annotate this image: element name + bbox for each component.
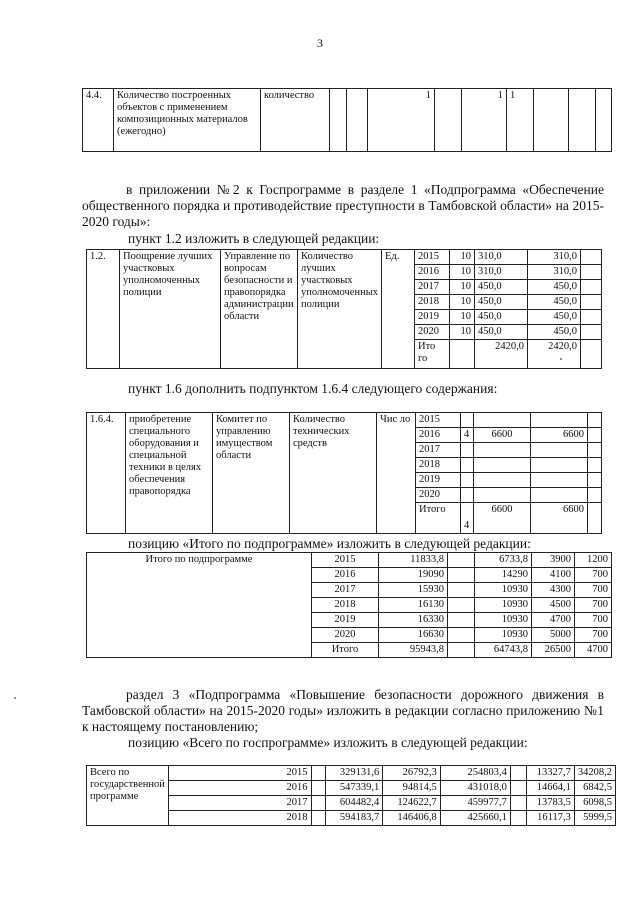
punkt-1-6-heading: пункт 1.6 дополнить подпунктом 1.6.4 следующего содержания:	[128, 381, 498, 396]
unit-cell: Чис ло	[377, 413, 416, 534]
table-row: Ито го 2420,0 2420,0	[87, 340, 602, 369]
table-4-4	[82, 88, 612, 152]
vsego-label: Всего по государственной программе	[87, 766, 169, 826]
table-row: 1.2. Поощрение лучших участковых уполномоченных полиции Управление по вопросам безопасности и правопорядка администрации области Количество лучших участковых уполномоченных полиции Ед. 2015 10 310,0 310,0	[87, 250, 602, 265]
table-1-2	[86, 249, 602, 369]
table-row: 2016 4 6600 6600	[87, 428, 602, 443]
row-number: 1.6.4.	[87, 413, 126, 534]
table-row: 1.6.4. приобретение специального оборудования и специальной техники в целях обеспечения правопорядка Комитет по управлению имуществом области Количество технических средств Чис ло 2015	[87, 413, 602, 428]
row-number: 4.4.	[83, 89, 114, 152]
row-number: 1.2.	[87, 250, 120, 369]
executor: Комитет по управлению имуществом области	[213, 413, 290, 534]
measure-name: Поощрение лучших участковых уполномоченных полиции	[120, 250, 221, 369]
table-row-total: Итого 95943,8 64743,8 26500 4700	[87, 643, 612, 658]
value-cell: 1	[368, 89, 435, 152]
table-row: 2020	[87, 488, 602, 503]
total-label: Ито го	[414, 340, 449, 369]
poz-itogo-heading: позицию «Итого по подпрограмме» изложить в следующей редакции:	[128, 536, 531, 551]
value-cell: 1	[462, 89, 507, 152]
scan-speck	[14, 697, 16, 699]
unit-cell: Ед.	[381, 250, 414, 369]
table-row: 2018 594183,7 146406,8 425660,1 16117,3 5999,5	[87, 811, 616, 826]
table-row: 2016 19090 14290 4100 700	[87, 568, 612, 583]
year-cell: 2015	[414, 250, 449, 265]
scan-speck	[560, 358, 562, 360]
table-row: 2020 16630 10930 5000 700	[87, 628, 612, 643]
table-row: 2020 10 450,0 450,0	[87, 325, 602, 340]
page-number: 3	[317, 36, 323, 50]
poz-vsego-heading: позицию «Всего по госпрограмме» изложить в следующей редакции:	[128, 735, 528, 750]
table-row: Всего по государственной программе 2015 329131,6 26792,3 254803,4 13327,7 34208,2	[87, 766, 616, 781]
paragraph-razdel-3: раздел 3 «Подпрограмма «Повышение безопасности дорожного движения в Тамбовской области» на 2015-2020 годы» изложить в редакции согласно приложению №1 к настоящему постановлению;	[82, 687, 604, 734]
paragraph-razdel-1: в приложении №2 к Госпрограмме в разделе 1 «Подпрограмма «Обеспечение общественного порядка и противодействие преступности в Тамбовской области» на 2015-2020 годы»:	[82, 182, 604, 229]
table-row: 2016 547339,1 94814,5 431018,0 14664,1 6842,5	[87, 781, 616, 796]
punkt-1-2-heading: пункт 1.2 изложить в следующей редакции:	[128, 231, 380, 246]
table-row: Итого 4 6600 6600	[87, 503, 602, 534]
table-row: 2019 10 450,0 450,0	[87, 310, 602, 325]
table-row: 2017 604482,4 124622,7 459977,7 13783,5 6098,5	[87, 796, 616, 811]
table-1-6-4	[86, 412, 602, 534]
measure-name: приобретение специального оборудования и специальной техники в целях обеспечения правопорядка	[126, 413, 213, 534]
table-row: 2017 10 450,0 450,0	[87, 280, 602, 295]
table-row: 2018	[87, 458, 602, 473]
table-row: 2016 10 310,0 310,0	[87, 265, 602, 280]
indicator: Количество технических средств	[290, 413, 377, 534]
table-row: 2019 16330 10930 4700 700	[87, 613, 612, 628]
table-row: 2017 15930 10930 4300 700	[87, 583, 612, 598]
indicator: Количество лучших участковых уполномоченных полиции	[298, 250, 382, 369]
table-row: 2019	[87, 473, 602, 488]
table-row: Итого по подпрограмме 2015 11833,8 6733,8 3900 1200	[87, 553, 612, 568]
unit-cell: количество	[261, 89, 330, 152]
executor: Управление по вопросам безопасности и правопорядка администрации области	[221, 250, 298, 369]
table-row: 2018 10 450,0 450,0	[87, 295, 602, 310]
total-label: Итого	[416, 503, 461, 534]
indicator-name: Количество построенных объектов с применением композиционных материалов (ежегодно)	[114, 89, 261, 152]
table-vsego-po-gosprogramme	[86, 765, 616, 826]
table-row: 2018 16130 10930 4500 700	[87, 598, 612, 613]
value-cell: 1	[507, 89, 534, 152]
itogo-label: Итого по подпрограмме	[87, 553, 312, 658]
table-row	[83, 89, 612, 152]
table-row: 2017	[87, 443, 602, 458]
table-itogo-po-podprogramme	[86, 552, 612, 658]
